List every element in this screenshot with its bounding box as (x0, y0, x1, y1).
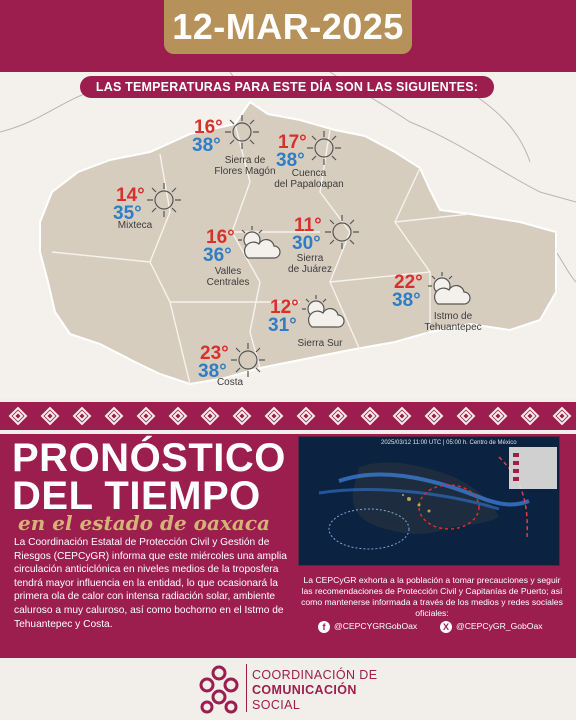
date-label: 12-MAR-2025 (164, 0, 412, 54)
satellite-graphic (299, 437, 560, 566)
partly-cloudy-icon (234, 224, 282, 264)
state-map (0, 72, 576, 400)
region-sierra-flores-magon-min: 16° (194, 117, 223, 138)
forecast-title-line2: DEL TIEMPO (12, 474, 261, 518)
facebook-handle[interactable] (318, 618, 417, 634)
region-costa-min: 23° (200, 343, 229, 364)
oaxaca-map (0, 72, 576, 400)
sun-icon (304, 128, 344, 168)
region-istmo-tehuantepec-max: 38° (392, 290, 421, 311)
region-mixteca-name: Mixteca (117, 220, 153, 231)
exhorta-text: La CEPCyGR exhorta a la población a tomar precauciones y seguir las recomendaciones de Protección Civil y Capitanías de Puerto; así como mantenerse informada a través de los medios y redes sociales oficiales: (301, 575, 563, 618)
region-mixteca-min: 14° (116, 185, 145, 206)
region-sierra-flores-magon-max: 38° (192, 135, 221, 156)
x-handle[interactable] (440, 618, 543, 634)
facebook-icon: f (318, 621, 330, 633)
pattern-graphic (0, 398, 576, 434)
partly-cloudy-icon (296, 293, 350, 335)
sun-icon (322, 212, 362, 252)
region-cuenca-papaloapan-min: 17° (278, 132, 307, 153)
region-sierra-juarez-max: 30° (292, 233, 321, 254)
decorative-pattern-band (0, 398, 576, 434)
x-handle-text: @CEPCyGR_GobOax (456, 621, 543, 631)
coordinacion-logo (196, 663, 242, 715)
footer-line2: COMUNICACIÓN (252, 683, 357, 697)
region-sierra-sur-min: 12° (270, 297, 299, 318)
forecast-title-line3: en el estado de oaxaca (18, 511, 270, 535)
region-costa-max: 38° (198, 361, 227, 382)
footer-line3: SOCIAL (252, 698, 301, 712)
region-mixteca-max: 35° (113, 203, 142, 224)
region-sierra-sur-max: 31° (268, 315, 297, 336)
region-valles-centrales-max: 36° (203, 245, 232, 266)
x-icon: X (440, 621, 452, 633)
partly-cloudy-icon (422, 270, 476, 312)
subtitle-banner: LAS TEMPERATURAS PARA ESTE DÍA SON LAS SIGUIENTES: (80, 76, 494, 98)
satellite-timestamp: 2025/03/12 11:00 UTC | 05:00 h. Centro de México (381, 440, 517, 446)
sun-icon (228, 340, 268, 380)
region-cuenca-papaloapan-name: Cuenca del Papaloapan (274, 168, 344, 190)
satellite-image (298, 436, 560, 566)
sun-icon (144, 180, 184, 220)
region-valles-centrales-min: 16° (206, 227, 235, 248)
region-sierra-juarez-min: 11° (294, 215, 322, 236)
footer-line1: COORDINACIÓN DE (252, 668, 378, 682)
forecast-body: La Coordinación Estatal de Protección Civil y Gestión de Riesgos (CEPCyGR) informa que este miércoles una amplia circulación anticiclónica en niveles medios de la troposfera tendrá mayor influencia en la entidad, lo que ocasionará la primera ola de calor con intensa radiación solar, ambiente caluroso a muy caluroso, así como bochorno en el Istmo de Tehuantepec y Costa. (14, 537, 287, 630)
region-sierra-flores-magon-name: Sierra de Flores Magón (214, 155, 276, 177)
footer-divider (246, 664, 247, 712)
region-costa-name: Costa (216, 377, 244, 388)
region-sierra-juarez-name: Sierra de Juárez (288, 253, 332, 275)
region-cuenca-papaloapan-max: 38° (276, 150, 305, 171)
region-valles-centrales-name: Valles Centrales (206, 266, 250, 288)
forecast-title-line1: PRONÓSTICO (12, 436, 286, 480)
region-istmo-tehuantepec-min: 22° (394, 272, 423, 293)
facebook-handle-text: @CEPCYGRGobOax (334, 621, 418, 631)
sun-icon (222, 112, 262, 152)
region-sierra-sur-name: Sierra Sur (297, 338, 343, 349)
region-istmo-tehuantepec-name: Istmo de Tehuantepec (424, 311, 482, 333)
